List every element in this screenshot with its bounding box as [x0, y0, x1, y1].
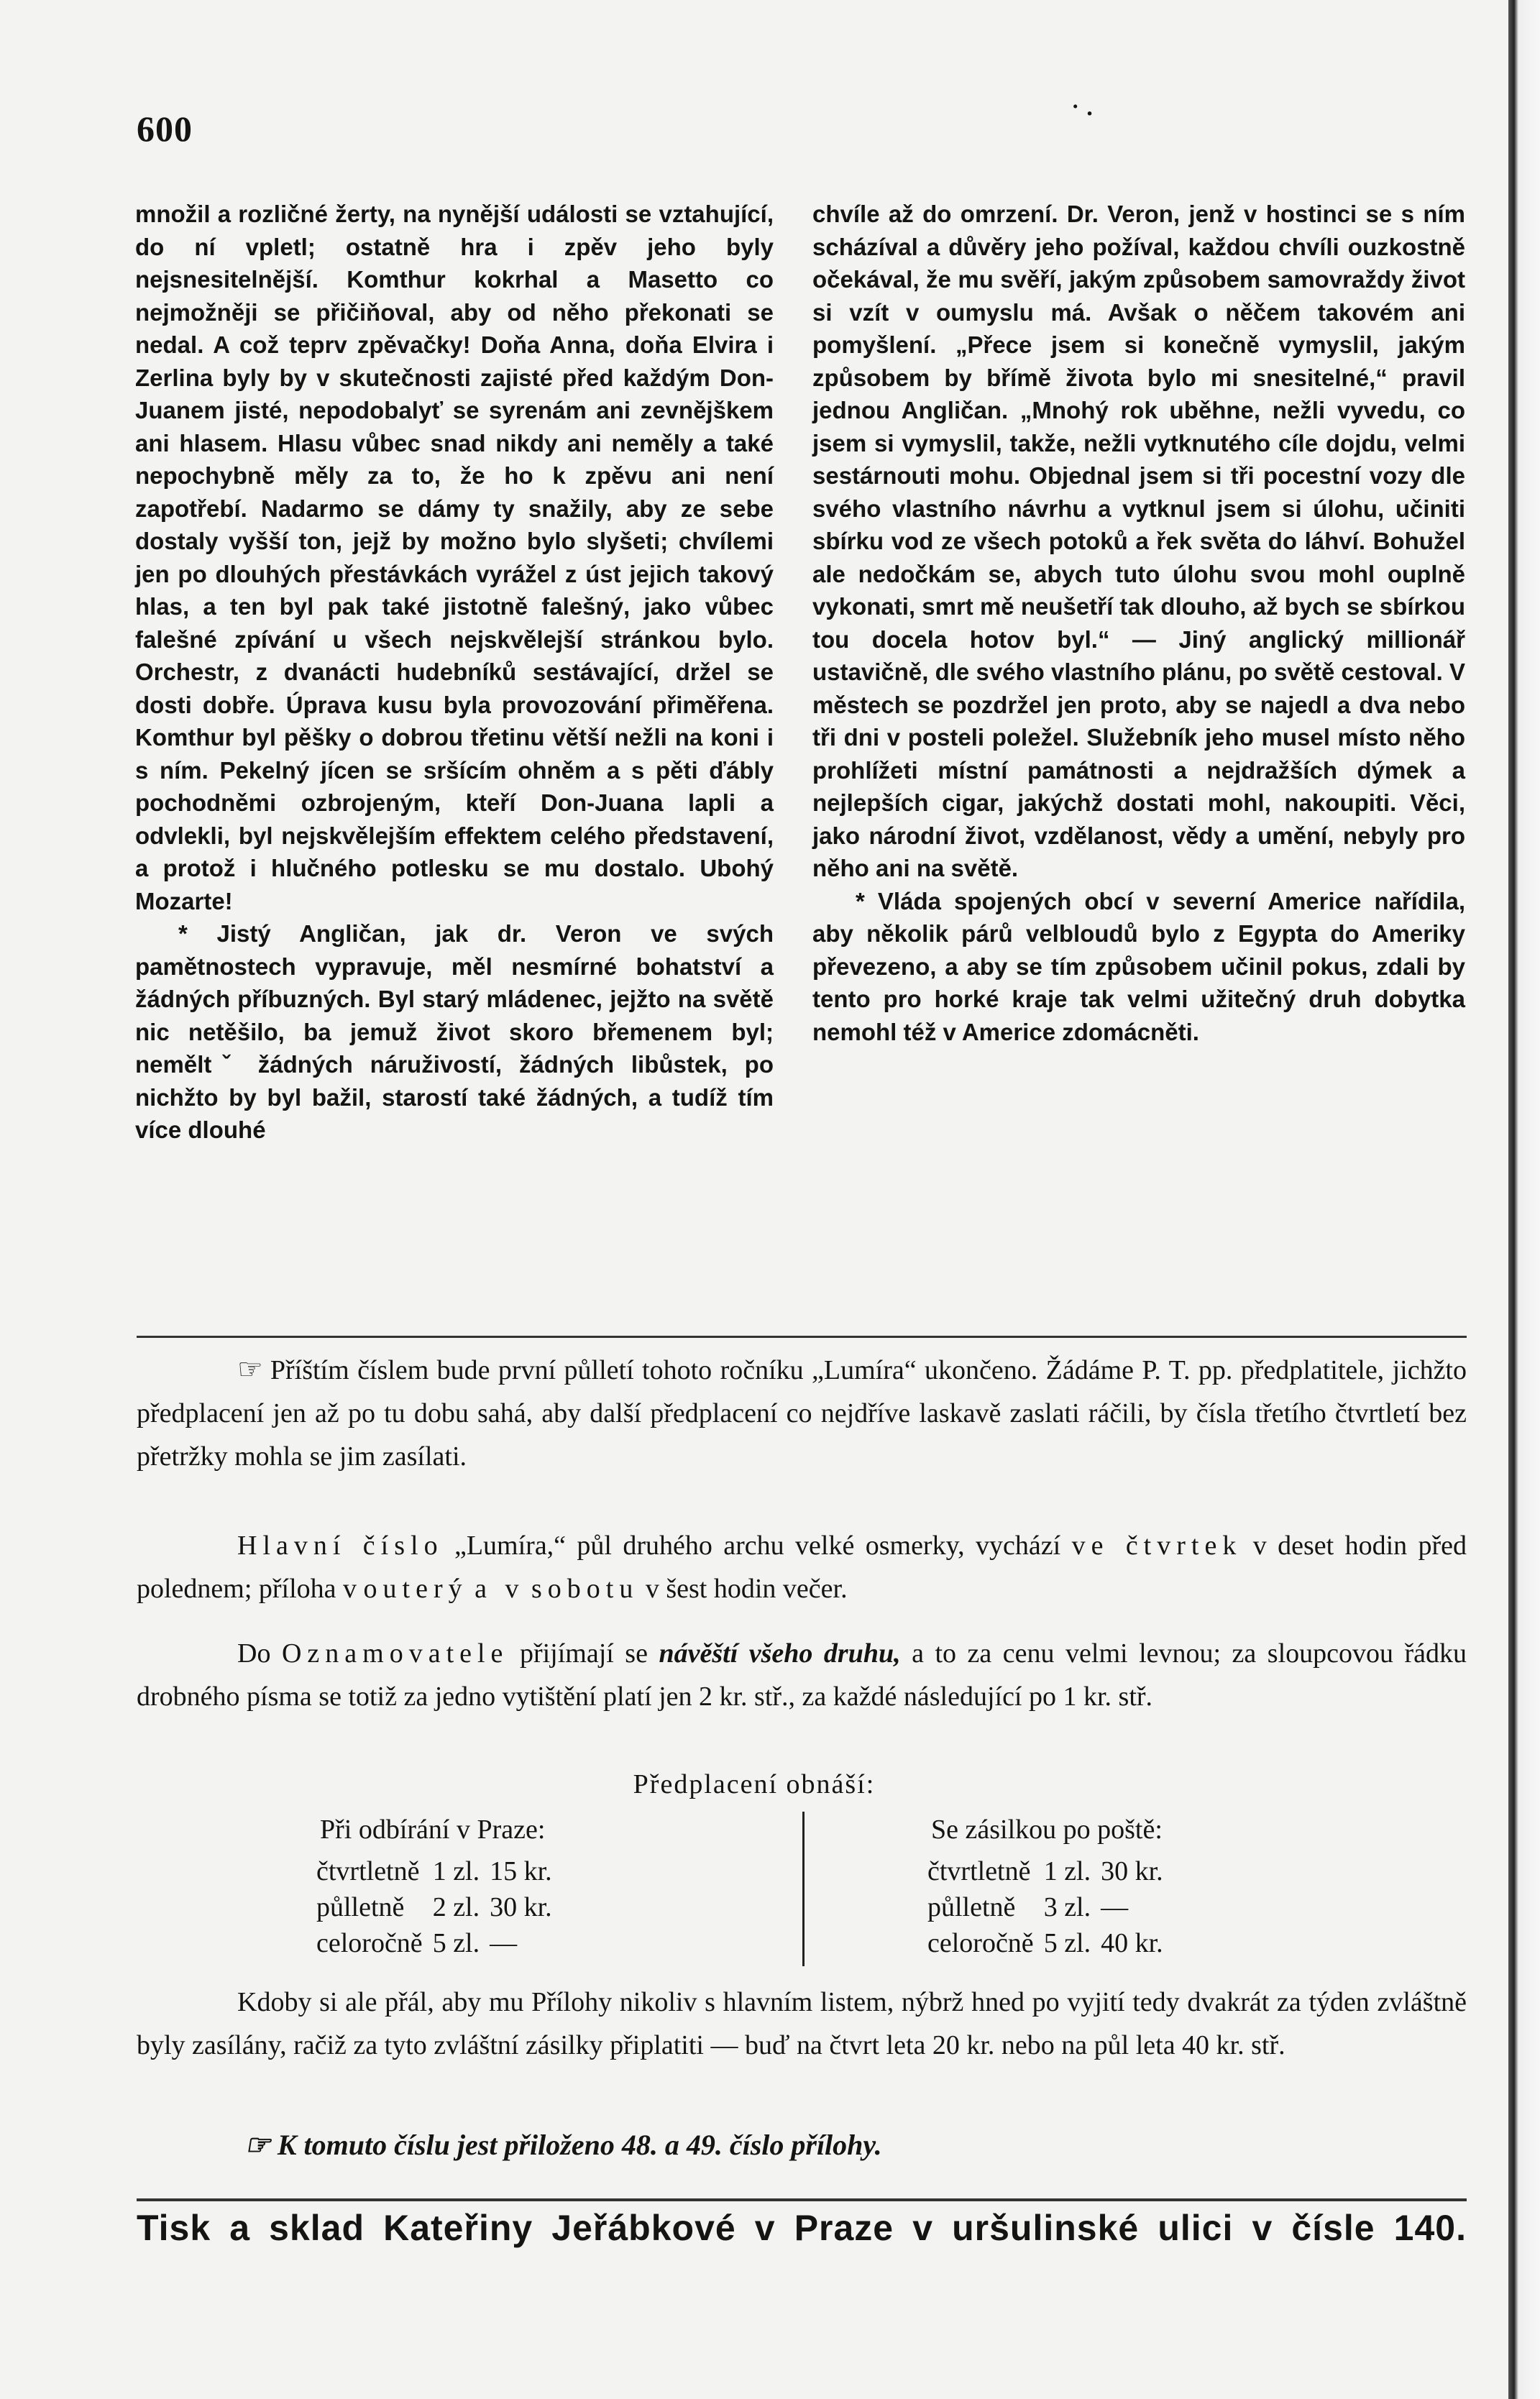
price-heading-prague: Při odbírání v Praze:	[320, 1815, 546, 1845]
imprint-rule	[137, 2198, 1467, 2201]
subscription-notice	[137, 1348, 1467, 1478]
price-period: celoročně	[927, 1928, 1034, 1958]
price-heading: Předplacení obnáší:	[633, 1769, 876, 1799]
supplement-text: Kdoby si ale přál, aby mu Přílohy nikoliv s hlavním listem, nýbrž hned po vyjití tedy dvakrát za týden zvláštně byly zasílány, račiž za tyto zvláštní zásilky připlatiti — buď na čtvrt leta 20 kr. nebo na půl leta 40 kr. stř.	[137, 1987, 1467, 2060]
left-paragraph: * Jistý Angličan, jak dr. Veron ve svých pamětnostech vypravuje, měl nesmírné bohatství a žádných příbuzných. Byl starý mládenec, jejžto na světě nic netěšilo, ba jemuž život skoro břemenem byl; neměltˇ žádných náruživostí, žádných libůstek, po nichžto by byl bažil, starostí také žádných, a tudíž tím více dlouhé	[135, 920, 774, 1143]
schedule-middle: „Lumíra,“ půl druhého archu velké osmerky, vychází	[454, 1531, 1061, 1561]
price-zl: 5 zl.	[1043, 1928, 1091, 1958]
issue-schedule	[137, 1524, 1467, 1610]
print-specks: ˙ ·	[1071, 101, 1094, 127]
advertiser-italic: návěští všeho druhu,	[659, 1638, 901, 1669]
price-period: půlletně	[316, 1892, 405, 1922]
price-period: čtvrtletně	[927, 1856, 1031, 1886]
schedule-text-2: v deset hodin před polednem; příloha v	[137, 1531, 1467, 1604]
advertiser-notice	[137, 1632, 1467, 1718]
page-number: 600	[137, 109, 193, 149]
price-row	[927, 1853, 1173, 1889]
left-column	[135, 198, 774, 1147]
price-row	[316, 1889, 562, 1925]
price-period: půlletně	[927, 1892, 1016, 1922]
schedule-day-2: outerý	[363, 1574, 468, 1604]
pointing-hand-icon: ☞	[237, 1353, 263, 1385]
page-edge	[1508, 0, 1540, 2399]
advertiser-lead: Do	[237, 1638, 271, 1669]
price-zl: 5 zl.	[432, 1928, 480, 1958]
price-kr: 30 kr.	[490, 1892, 552, 1922]
right-paragraph: chvíle až do omrzení. Dr. Veron, jenž v hostinci se s ním scházíval a důvěry jeho požíval, každou chvíli ouzkostně očekával, že mu svěří, jakým způsobem samovraždy život si vzít v oumyslu má. Avšak o něčem takovém ani pomyšlení. „Přece jsem si konečně vymyslil, jakým způsobem by břímě života bylo mi snesitelné,“ pravil jednou Angličan. „Mnohý rok uběhne, nežli vyvedu, co jsem si vymyslil, takže, nežli vytknutého cíle dojdu, velmi sestárnouti mohu. Objednal jsem si tři pocestní vozy dle svého vlastního návrhu a vytknul jsem si úlohu, učiniti sbírku vod ze všech potoků a řek světa do láhví. Bohužel ale nedočkám se, abych tuto úlohu svou mohl ouplně vykonati, smrt mě neušetří tak dlouho, až bych se sbírkou tou docela hotov byl.“ — Jiný anglický millionář ustavičně, dle svého vlastního plánu, po světě cestoval. V městech se pozdržel jen proto, aby se najedl a dva nebo tři dni v posteli poležel. Služebník jeho musel místo něho prohlížeti místní památnosti a nejdražších dýmek a nejlepších cigar, jakýchž dostati mohl, nakoupiti. Věci, jako národní život, vzdělanost, vědy a umění, nebyly pro něho ani na světě.	[812, 201, 1465, 881]
left-paragraph: množil a rozličné žerty, na nynější události se vztahující, do ní vpletl; ostatně hra i zpěv jeho byly nejsnesitelnější. Komthur kokrhal a Masetto co nejmožněji se přičiňoval, aby od něho překonati se nedal. A což teprv zpěvačky! Doňa Anna, doňa Elvira i Zerlina byly by v skutečnosti zajisté před každým Don-Juanem jisté, nepodobalyť se syrenám ani zevnějškem ani hlasem. Hlasu vůbec snad nikdy ani neměly a také nepochybně měly za to, že ho k zpěvu ani není zapotřebí. Nadarmo se dámy ty snažily, aby ze sebe dostaly vyšší ton, jejž by možno bylo slyšeti; chvílemi jen po dlouhých přestávkách vyrážel z úst jejich takový hlas, a ten byl pak také jistotně falešný, jako vůbec falešné zpívání u všech nejskvělejší stránkou bylo. Orchestr, z dvanácti hudebníků sestávající, držel se dosti dobře. Úprava kusu byla provozování přiměřena. Komthur byl pěšky o dobrou třetinu větší nežli na koni i s ním. Pekelný jícen se sršícím ohněm a s pěti ďábly pochodněmi ozbrojeným, kteří Don-Juana lapli a odvlekli, byl nejskvělejším effektem celého představení, a protož i hlučného potlesku se mu dostalo. Ubohý Mozarte!	[135, 201, 774, 914]
supplement-notice	[137, 1981, 1467, 2067]
price-period: celoročně	[316, 1928, 423, 1958]
schedule-lead: Hlavní číslo	[237, 1531, 444, 1561]
insert-note	[244, 2128, 882, 2162]
price-zl: 1 zl.	[432, 1856, 480, 1886]
schedule-day-1: ve čtvrtek	[1071, 1531, 1242, 1561]
price-table-post	[927, 1812, 1173, 1961]
price-kr: 30 kr.	[1101, 1856, 1163, 1886]
price-kr: 15 kr.	[490, 1856, 552, 1886]
price-zl: 2 zl.	[432, 1892, 480, 1922]
imprint: Tisk a sklad Kateřiny Jeřábkové v Praze v uršulinské ulici v čísle 140.	[137, 2208, 1467, 2248]
price-kr: 40 kr.	[1101, 1928, 1163, 1958]
price-row	[927, 1889, 1173, 1925]
price-zl: 3 zl.	[1043, 1892, 1091, 1922]
price-row	[316, 1853, 562, 1889]
price-divider	[802, 1812, 805, 1966]
price-row	[927, 1925, 1173, 1961]
schedule-day-3: sobotu	[531, 1574, 639, 1604]
advertiser-text: přijímají se	[519, 1638, 648, 1669]
schedule-tail: v šest hodin večer.	[645, 1574, 848, 1604]
section-rule	[137, 1336, 1467, 1338]
price-table-prague	[316, 1812, 562, 1961]
pointing-hand-icon: ☞	[244, 2129, 270, 2161]
right-column	[812, 198, 1465, 1048]
notice-text: Příštím číslem bude první půlletí tohoto ročníku „Lumíra“ ukončeno. Žádáme P. T. pp. předplatitele, jichžto předplacení jen až po tu dobu sahá, aby další předplacení co nejdříve laskavě zaslati ráčili, by čísla třetího čtvrtletí bez přetržky mohla se jim zasílati.	[137, 1355, 1467, 1472]
price-kr: —	[1101, 1892, 1129, 1922]
advertiser-tail: a to za cenu velmi levnou; za sloupcovou řádku drobného písma se totiž za jedno vytištění platí jen 2 kr. stř., za každé následující po 1 kr. stř.	[137, 1638, 1467, 1712]
price-zl: 1 zl.	[1043, 1856, 1091, 1886]
price-period: čtvrtletně	[316, 1856, 420, 1886]
schedule-and: a v	[475, 1574, 525, 1604]
advertiser-section: Oznamovatele	[281, 1638, 509, 1669]
price-kr: —	[490, 1928, 518, 1958]
insert-note-text: K tomuto číslu jest přiloženo 48. a 49. číslo přílohy.	[277, 2129, 882, 2161]
price-row	[316, 1925, 562, 1961]
right-paragraph: * Vláda spojených obcí v severní Americe nařídila, aby několik párů velbloudů bylo z Egypta do Ameriky převezeno, a aby se tím způsobem učinil pokus, zdali by tento pro horké kraje tak velmi užitečný druh dobytka nemohl též v Americe zdomácněti.	[812, 887, 1465, 1045]
price-heading-post: Se zásilkou po poště:	[931, 1815, 1163, 1845]
